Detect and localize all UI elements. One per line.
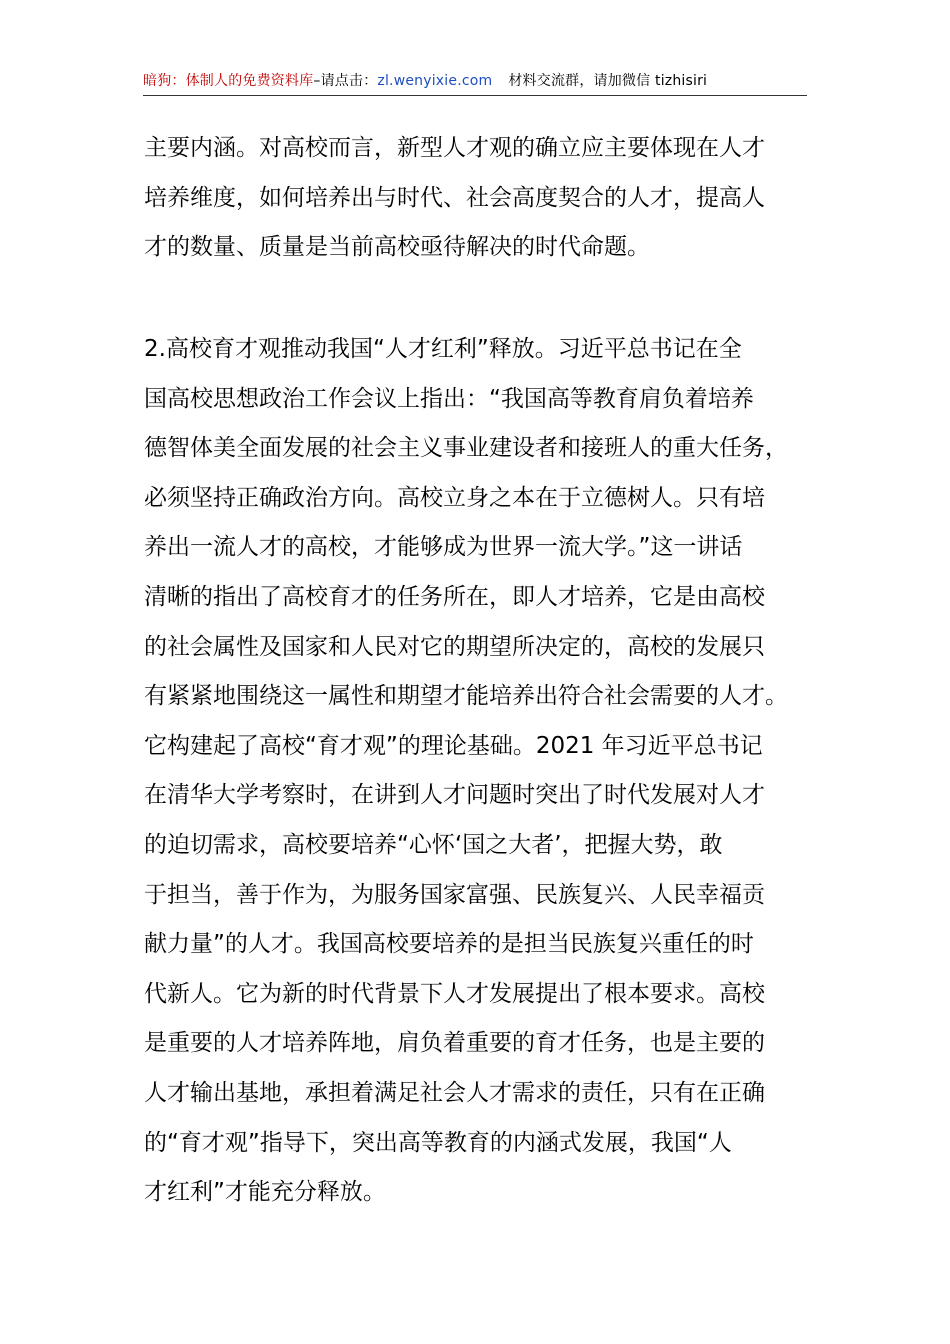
header-url-link[interactable]: zl.wenyixie.com xyxy=(377,73,493,89)
text-line: 德智体美全面发展的社会主义事业建设者和接班人的重大任务， xyxy=(144,435,788,462)
header-divider xyxy=(143,95,807,96)
text-line: 养出一流人才的高校，才能够成为世界一流大学。”这一讲话 xyxy=(144,534,743,561)
page-header xyxy=(143,70,807,94)
text-line: 它构建起了高校“育才观”的理论基础。2021 年习近平总书记 xyxy=(144,732,763,759)
text-line: 才红利”才能充分释放。 xyxy=(144,1179,386,1206)
text-line: 必须坚持正确政治方向。高校立身之本在于立德树人。只有培 xyxy=(144,484,765,511)
paragraph-1 xyxy=(144,124,816,273)
text-line: 献力量”的人才。我国高校要培养的是担当民族复兴重任的时 xyxy=(144,931,754,958)
header-brand-text: 暗狗：体制人的免费资料库 xyxy=(143,73,314,89)
text-line: 有紧紧地围绕这一属性和期望才能培养出符合社会需要的人才。 xyxy=(144,683,788,710)
text-line: 的迫切需求，高校要培养“心怀‘国之大者’，把握大势，敢 xyxy=(144,831,723,858)
text-line: 代新人。它为新的时代背景下人才发展提出了根本要求。高校 xyxy=(144,980,765,1007)
text-line: 国高校思想政治工作会议上指出：“我国高等教育肩负着培养 xyxy=(144,385,754,412)
text-line: 主要内涵。对高校而言，新型人才观的确立应主要体现在人才 xyxy=(144,135,765,161)
text-line: 培养维度，如何培养出与时代、社会高度契合的人才，提高人 xyxy=(144,184,765,211)
text-line: 清晰的指出了高校育才的任务所在，即人才培养，它是由高校 xyxy=(144,583,765,610)
text-line: 人才输出基地，承担着满足社会人才需求的责任，只有在正确 xyxy=(144,1079,765,1106)
text-line: 的“育才观”指导下，突出高等教育的内涵式发展，我国“人 xyxy=(144,1129,732,1156)
text-line: 才的数量、质量是当前高校亟待解决的时代命题。 xyxy=(144,234,650,261)
text-line: 在清华大学考察时，在讲到人才问题时突出了时代发展对人才 xyxy=(144,782,765,809)
paragraph-2 xyxy=(144,325,816,1218)
text-line: 的社会属性及国家和人民对它的期望所决定的，高校的发展只 xyxy=(144,633,765,660)
text-line: 2.高校育才观推动我国“人才红利”释放。习近平总书记在全 xyxy=(144,336,742,362)
header-click-prompt: –请点击： xyxy=(313,73,378,89)
text-line: 是重要的人才培养阵地，肩负着重要的育才任务，也是主要的 xyxy=(144,1030,765,1057)
header-contact-text: 材料交流群，请加微信 tizhisiri xyxy=(508,73,708,89)
text-line: 于担当，善于作为，为服务国家富强、民族复兴、人民幸福贡 xyxy=(144,881,765,908)
